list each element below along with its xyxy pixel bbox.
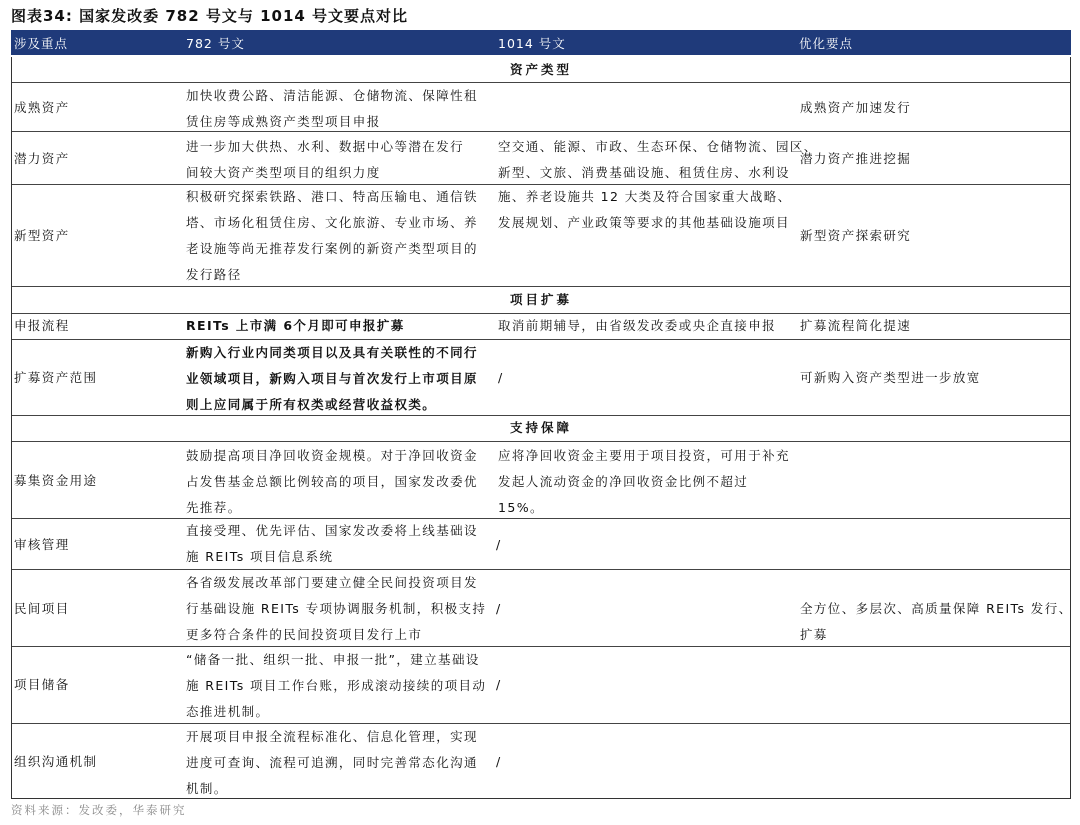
comparison-table <box>11 57 1071 799</box>
header-col-782: 782 号文 <box>186 36 245 51</box>
reserve-1014: / <box>496 677 502 692</box>
row-divider <box>12 723 1070 724</box>
row-label-comm: 组织沟通机制 <box>14 754 98 769</box>
row-label-scope: 扩募资产范围 <box>14 370 98 385</box>
row-divider <box>12 131 1070 132</box>
row-label-review: 审核管理 <box>14 537 70 552</box>
funds-782: 鼓励提高项目净回收资金规模。对于净回收资金 占发售基金总额比例较高的项目，国家发改委优 先推荐。 <box>186 448 478 515</box>
process-optimization: 扩募流程简化提速 <box>800 318 912 333</box>
potential-782: 进一步加大供热、水利、数据中心等潜在发行 间较大资产类型项目的组织力度 <box>186 139 465 180</box>
section-support: 支持保障 <box>509 420 572 435</box>
reserve-782: “储备一批、组织一批、申报一批”，建立基础设 施 REITs 项目工作台账，形成滚动接续的项目动 态推进机制。 <box>186 652 487 719</box>
scope-optimization: 可新购入资产类型进一步放宽 <box>800 370 981 385</box>
row-label-new: 新型资产 <box>14 228 70 243</box>
new-1014: 施、养老设施共 12 大类及符合国家重大战略、 发展规划、产业政策等要求的其他基础设施项目 <box>498 189 792 230</box>
figure-title: 图表34: 国家发改委 782 号文与 1014 号文要点对比 <box>11 7 409 25</box>
row-label-funds: 募集资金用途 <box>14 473 98 488</box>
source-note: 资料来源：发改委，华泰研究 <box>11 803 187 817</box>
row-divider <box>12 441 1070 442</box>
row-divider <box>12 82 1070 83</box>
scope-1014: / <box>498 370 504 385</box>
row-label-potential: 潜力资产 <box>14 151 70 166</box>
process-1014: 取消前期辅导，由省级发改委或央企直接申报 <box>498 318 777 333</box>
new-optimization: 新型资产探索研究 <box>800 228 912 243</box>
funds-1014: 应将净回收资金主要用于项目投资，可用于补充 发起人流动资金的净回收资金比例不超过 15%。 <box>498 448 790 515</box>
process-782: REITs 上市满 6个月即可申报扩募 <box>186 318 405 333</box>
row-label-process: 申报流程 <box>14 318 70 333</box>
comm-782: 开展项目申报全流程标准化、信息化管理，实现 进度可查询、流程可追溯，同时完善常态化沟通 机制。 <box>186 729 478 796</box>
row-divider <box>12 339 1070 340</box>
potential-optimization: 潜力资产推进挖掘 <box>800 151 912 166</box>
scope-782: 新购入行业内同类项目以及具有关联性的不同行 业领域项目，新购入项目与首次发行上市项目原 则上应同属于所有权类或经营收益权类。 <box>186 345 478 412</box>
row-divider <box>12 569 1070 570</box>
new-782: 积极研究探索铁路、港口、特高压输电、通信铁 塔、市场化租赁住房、文化旅游、专业市场、养 老设施等尚无推荐发行案例的新资产类型项目的 发行路径 <box>186 189 478 282</box>
support-optimization: 全方位、多层次、高质量保障 REITs 发行、 扩募 <box>800 601 1073 642</box>
mature-optimization: 成熟资产加速发行 <box>800 100 912 115</box>
section-asset-type: 资产类型 <box>509 62 572 77</box>
private-1014: / <box>496 601 502 616</box>
potential-1014: 空交通、能源、市政、生态环保、仓储物流、园区、 新型、文旅、消费基础设施、租赁住房、水利设 <box>498 139 818 180</box>
header-col-focus: 涉及重点 <box>14 36 69 51</box>
header-col-optimization: 优化要点 <box>799 36 854 51</box>
review-782: 直接受理、优先评估、国家发改委将上线基础设 施 REITs 项目信息系统 <box>186 523 478 564</box>
header-col-1014: 1014 号文 <box>498 36 566 51</box>
row-label-private: 民间项目 <box>14 601 70 616</box>
table-header <box>11 30 1071 57</box>
private-782: 各省级发展改革部门要建立健全民间投资项目发 行基础设施 REITs 专项协调服务机制，积极支持 更多符合条件的民间投资项目发行上市 <box>186 575 487 642</box>
row-label-mature: 成熟资产 <box>14 100 70 115</box>
row-label-reserve: 项目储备 <box>14 677 70 692</box>
mature-782: 加快收费公路、清洁能源、仓储物流、保障性租 赁住房等成熟资产类型项目申报 <box>186 88 478 129</box>
section-expansion: 项目扩募 <box>509 292 572 307</box>
comm-1014: / <box>496 754 502 769</box>
review-1014: / <box>496 537 502 552</box>
